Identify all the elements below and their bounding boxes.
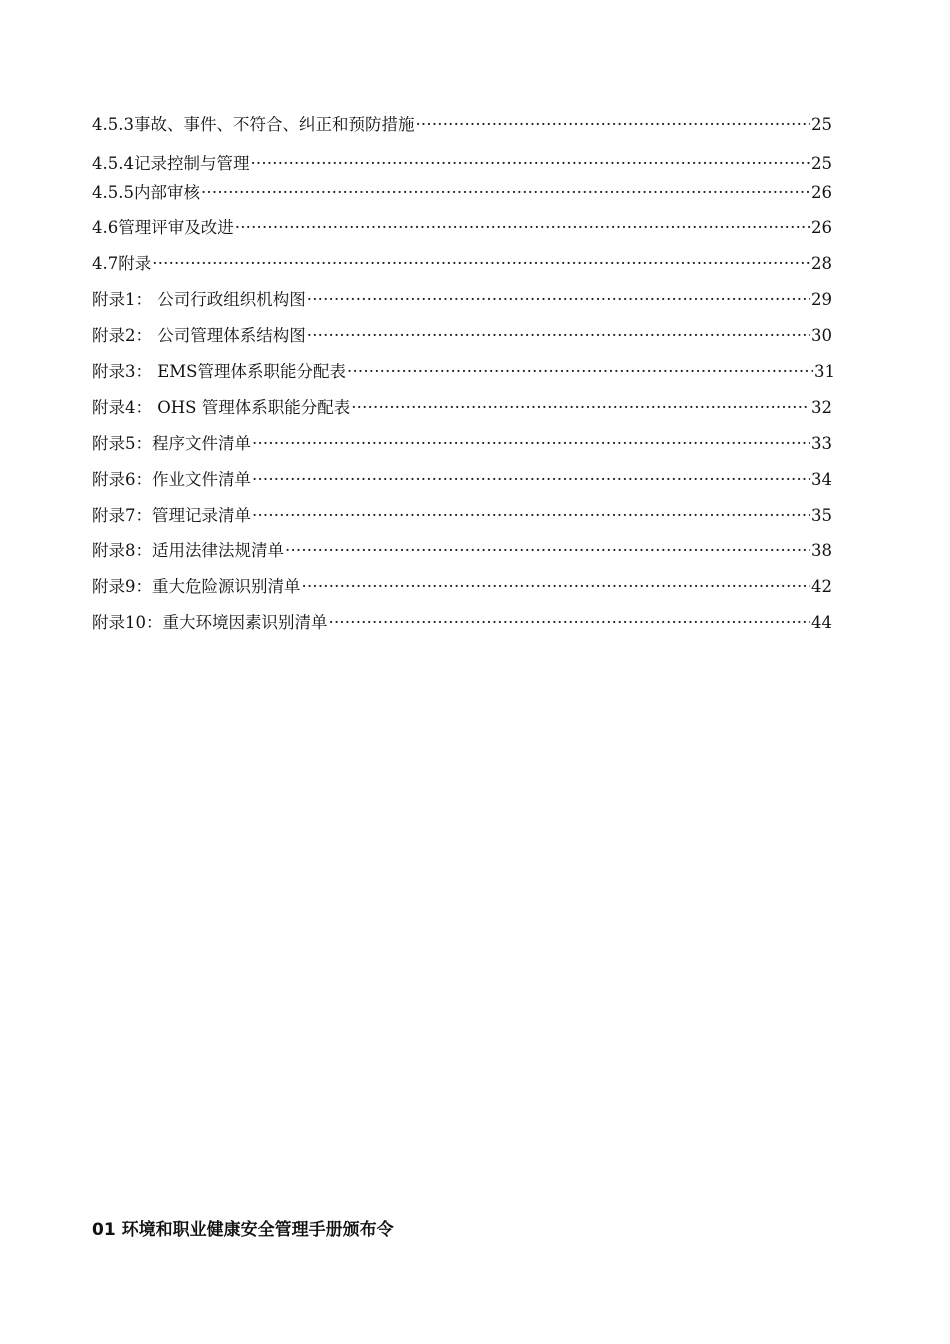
toc-entry[interactable] bbox=[92, 152, 832, 176]
toc-entry-title: 附录1： 公司行政组织机构图 bbox=[92, 290, 306, 309]
toc-leader-dots bbox=[351, 396, 810, 420]
toc-entry-title: 4.5.5内部审核 bbox=[92, 183, 200, 202]
toc-entry[interactable] bbox=[92, 468, 832, 492]
toc-entry-page: 42 bbox=[811, 577, 832, 596]
toc-entry[interactable] bbox=[92, 360, 835, 384]
toc-entry-page: 38 bbox=[811, 541, 832, 560]
toc-leader-dots bbox=[252, 504, 810, 528]
toc-entry-page: 44 bbox=[811, 613, 832, 632]
toc-entry-page: 32 bbox=[811, 398, 832, 417]
toc-entry[interactable] bbox=[92, 575, 832, 599]
toc-leader-dots bbox=[302, 575, 811, 599]
toc-leader-dots bbox=[329, 611, 811, 635]
toc-entry[interactable] bbox=[92, 324, 832, 348]
toc-entry-page: 31 bbox=[814, 362, 835, 381]
toc-leader-dots bbox=[347, 360, 813, 384]
toc-entry-page: 25 bbox=[811, 115, 832, 134]
toc-entry-title: 附录8：适用法律法规清单 bbox=[92, 541, 284, 560]
toc-entry-title: 4.5.3事故、事件、不符合、纠正和预防措施 bbox=[92, 115, 415, 134]
toc-entry-page: 26 bbox=[811, 218, 832, 237]
toc-entry[interactable] bbox=[92, 288, 832, 312]
toc-entry-title: 4.7附录 bbox=[92, 254, 152, 273]
toc-entry[interactable] bbox=[92, 611, 832, 635]
toc-entry[interactable] bbox=[92, 432, 832, 456]
toc-entry[interactable] bbox=[92, 216, 832, 240]
toc-entry[interactable] bbox=[92, 396, 832, 420]
toc-entry[interactable] bbox=[92, 113, 832, 137]
toc-entry-title: 附录3： EMS管理体系职能分配表 bbox=[92, 362, 346, 381]
toc-entry-page: 35 bbox=[811, 506, 832, 525]
toc-entry-title: 附录9：重大危险源识别清单 bbox=[92, 577, 301, 596]
toc-leader-dots bbox=[235, 216, 810, 240]
toc-leader-dots bbox=[152, 252, 810, 276]
toc-entry-title: 附录2： 公司管理体系结构图 bbox=[92, 326, 306, 345]
toc-entry-title: 4.6管理评审及改进 bbox=[92, 218, 234, 237]
toc-entry[interactable] bbox=[92, 539, 832, 563]
toc-entry-title: 附录7：管理记录清单 bbox=[92, 506, 251, 525]
toc-leader-dots bbox=[307, 288, 810, 312]
toc-leader-dots bbox=[415, 113, 810, 137]
toc-leader-dots bbox=[201, 181, 810, 205]
toc-entry[interactable] bbox=[92, 252, 832, 276]
toc-leader-dots bbox=[252, 468, 810, 492]
toc-entry[interactable] bbox=[92, 504, 832, 528]
toc-entry-title: 4.5.4记录控制与管理 bbox=[92, 154, 250, 173]
toc-entry-title: 附录4： OHS 管理体系职能分配表 bbox=[92, 398, 351, 417]
toc-entry-page: 25 bbox=[811, 154, 832, 173]
toc-entry-page: 29 bbox=[811, 290, 832, 309]
toc-leader-dots bbox=[307, 324, 810, 348]
toc-entry-title: 附录5：程序文件清单 bbox=[92, 434, 251, 453]
toc-entry-title: 附录10：重大环境因素识别清单 bbox=[92, 613, 328, 632]
toc-entry-title: 附录6：作业文件清单 bbox=[92, 470, 251, 489]
section-heading: 01 环境和职业健康安全管理手册颁布令 bbox=[92, 1220, 394, 1240]
toc-entry-page: 30 bbox=[811, 326, 832, 345]
toc-entry-page: 33 bbox=[811, 434, 832, 453]
toc-leader-dots bbox=[252, 432, 810, 456]
toc-leader-dots bbox=[285, 539, 810, 563]
toc-leader-dots bbox=[250, 152, 810, 176]
toc-entry[interactable] bbox=[92, 181, 832, 205]
toc-entry-page: 28 bbox=[811, 254, 832, 273]
toc-entry-page: 26 bbox=[811, 183, 832, 202]
toc-entry-page: 34 bbox=[811, 470, 832, 489]
